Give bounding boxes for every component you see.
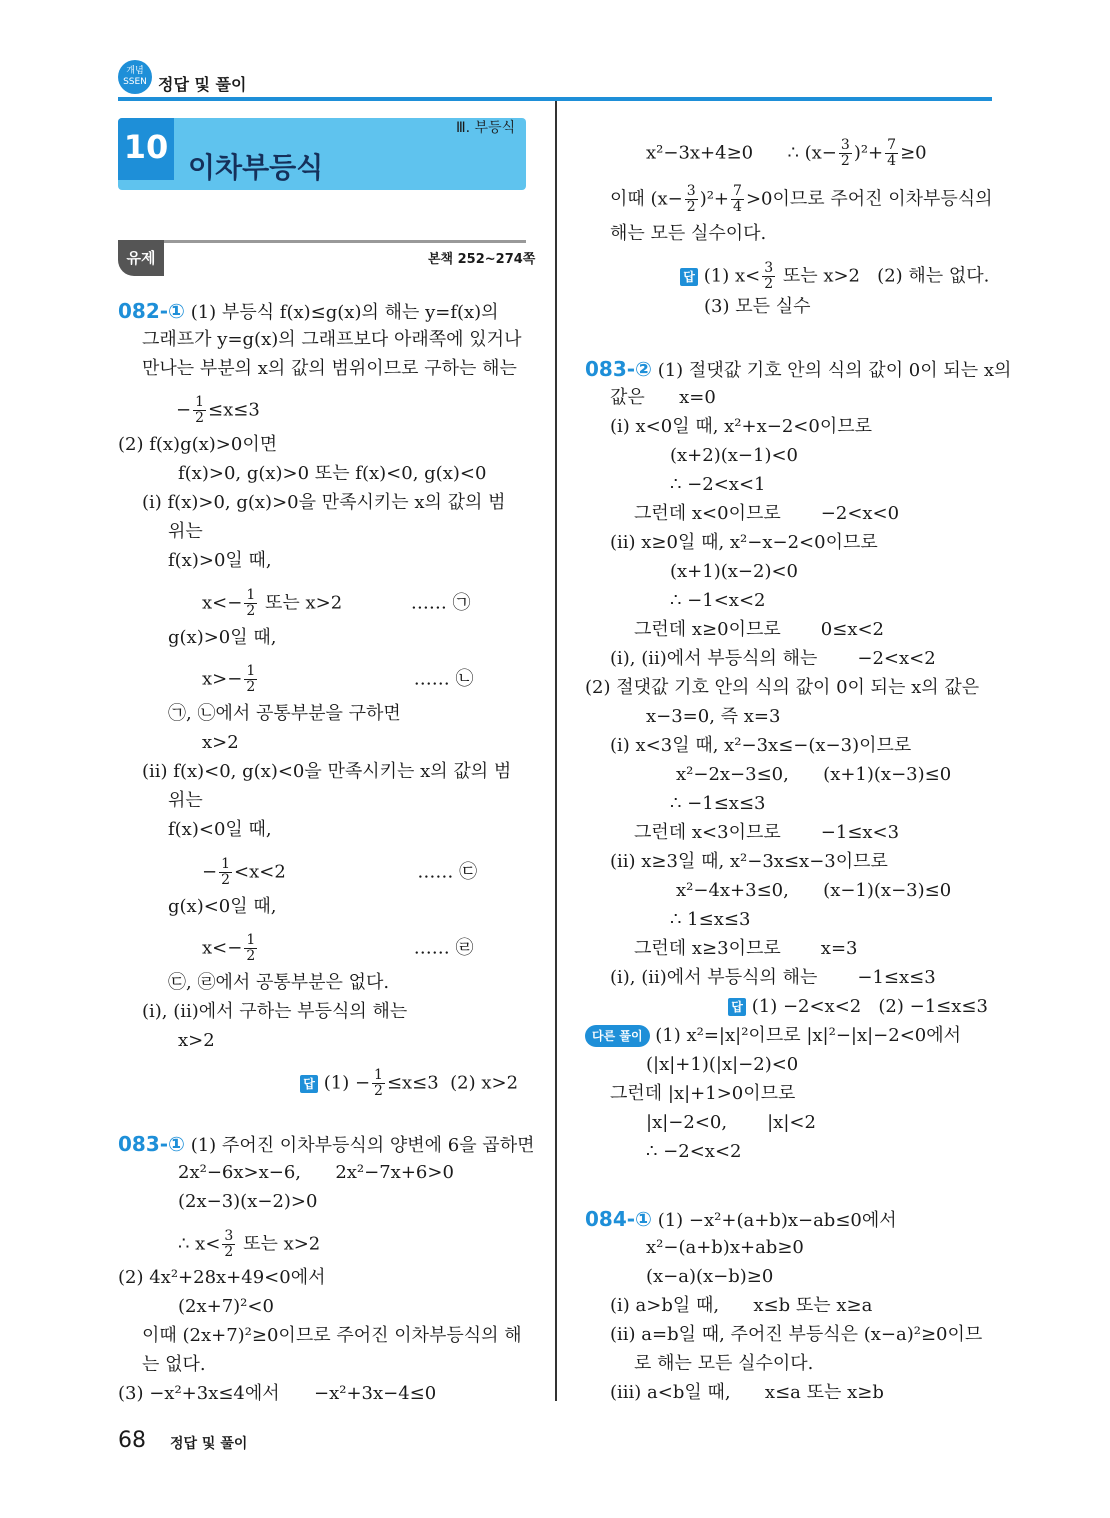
right-line-30: 그런데 |x|+1>0이므로 [610,1083,796,1104]
chapter-tag: Ⅲ. 부등식 [456,120,516,136]
right-line-24: ∴ 1≤x≤3 [670,909,751,930]
left-line-7: 위는 [168,521,203,542]
right-line-36: (ⅰ) a>b일 때, x≤b 또는 x≥a [610,1295,873,1316]
right-line-12: (x+1)(x−2)<0 [670,561,798,582]
left-line-19: x<− $\frac{1}{2}$ …… ㉣ [202,932,474,964]
right-line-14: 그런데 x≥0이므로 0≤x<2 [634,619,885,640]
right-line-7: (ⅰ) x<0일 때, x²+x−2<0이므로 [610,416,872,437]
right-line-33: 084-① (1) −x²+(a+b)x−ab≤0에서 [585,1207,897,1231]
left-line-1: 그래프가 y=g(x)의 그래프보다 아래쪽에 있거나 [142,329,522,350]
right-line-13: ∴ −1<x<2 [670,590,766,611]
right-line-20: ∴ −1≤x≤3 [670,793,766,814]
right-line-16: (2) 절댓값 기호 안의 식의 값이 0이 되는 x의 값은 [585,677,980,698]
left-line-29: (2x+7)²<0 [178,1296,274,1317]
column-divider [555,101,557,1401]
right-line-35: (x−a)(x−b)≥0 [646,1266,774,1287]
right-line-32: ∴ −2<x<2 [646,1141,742,1162]
right-line-37: (ⅱ) a=b일 때, 주어진 부등식은 (x−a)²≥0이므 [610,1324,983,1345]
right-line-9: ∴ −2<x<1 [670,474,766,495]
right-line-3: 답 (1) x< $\frac{3}{2}$ 또는 x>2 (2) 해는 없다. [680,261,989,292]
left-line-28: (2) 4x²+28x+49<0에서 [118,1267,326,1288]
right-line-6: 값은 x=0 [610,387,716,408]
left-line-13: x>2 [202,732,239,753]
left-line-31: 는 없다. [142,1354,206,1375]
left-line-25: 2x²−6x>x−6, 2x²−7x+6>0 [178,1162,454,1183]
left-line-30: 이때 (2x+7)²≥0이므로 주어진 이차부등식의 해 [142,1325,522,1346]
left-line-2: 만나는 부분의 x의 값의 범위이므로 구하는 해는 [142,358,517,379]
right-line-19: x²−2x−3≤0, (x+1)(x−3)≤0 [676,764,952,785]
left-line-26: (2x−3)(x−2)>0 [178,1191,318,1212]
chapter-number: 10 [118,118,174,180]
right-line-18: (ⅰ) x<3일 때, x²−3x≤−(x−3)이므로 [610,735,912,756]
left-line-27: ∴ x< $\frac{3}{2}$ 또는 x>2 [178,1228,321,1260]
right-line-10: 그런데 x<0이므로 −2<x<0 [634,503,900,524]
right-line-39: (ⅲ) a<b일 때, x≤a 또는 x≥b [610,1382,884,1403]
section-label: 유제 [118,240,164,276]
left-line-22: x>2 [178,1030,215,1051]
left-line-24: 083-① (1) 주어진 이차부등식의 양변에 6을 곱하면 [118,1132,535,1156]
left-line-18: g(x)<0일 때, [168,896,277,917]
left-line-14: (ⅱ) f(x)<0, g(x)<0을 만족시키는 x의 값의 범 [142,761,512,782]
right-line-11: (ⅱ) x≥0일 때, x²−x−2<0이므로 [610,532,878,553]
right-line-34: x²−(a+b)x+ab≥0 [646,1237,804,1258]
left-line-5: f(x)>0, g(x)>0 또는 f(x)<0, g(x)<0 [178,463,487,484]
left-line-6: (ⅰ) f(x)>0, g(x)>0을 만족시키는 x의 값의 범 [142,492,506,513]
right-line-31: |x|−2<0, |x|<2 [646,1112,816,1133]
right-line-5: 083-② (1) 절댓값 기호 안의 식의 값이 0이 되는 x의 [585,357,1012,381]
right-line-4: (3) 모든 실수 [704,296,811,317]
left-line-32: (3) −x²+3x≤4에서 −x²+3x−4≤0 [118,1383,437,1404]
left-line-21: (ⅰ), (ⅱ)에서 구하는 부등식의 해는 [142,1001,408,1022]
right-line-2: 해는 모든 실수이다. [610,223,767,244]
left-line-23: 답 (1) − $\frac{1}{2}$ ≤x≤3 (2) x>2 [300,1068,518,1099]
section-ref: 본책 252~274쪽 [428,252,536,267]
right-line-38: 로 해는 모든 실수이다. [634,1353,814,1374]
left-line-10: g(x)>0일 때, [168,627,277,648]
left-line-16: f(x)<0일 때, [168,819,272,840]
right-line-0: x²−3x+4≥0 ∴ (x− $\frac{3}{2}$ )²+ $\frac{7}{4}$ ≥0 [646,137,927,169]
left-line-17: − $\frac{1}{2}$ <x<2 …… ㉢ [202,856,478,888]
footer-title: 정답 및 풀이 [170,1436,248,1452]
right-line-27: 답 (1) −2<x<2 (2) −1≤x≤3 [728,996,988,1018]
section-rule [164,240,526,243]
right-line-15: (ⅰ), (ⅱ)에서 부등식의 해는 −2<x<2 [610,648,936,669]
brand-logo: 개념 SSEN [118,60,152,94]
header-title: 정답 및 풀이 [158,75,247,94]
left-line-3: − $\frac{1}{2}$ ≤x≤3 [176,394,260,426]
right-line-29: (|x|+1)(|x|−2)<0 [646,1054,799,1075]
right-line-28: 다른 풀이 (1) x²=|x|²이므로 |x|²−|x|−2<0에서 [585,1025,961,1047]
left-line-8: f(x)>0일 때, [168,550,272,571]
left-line-4: (2) f(x)g(x)>0이면 [118,434,278,455]
chapter-title: 이차부등식 [188,151,324,184]
left-line-11: x>− $\frac{1}{2}$ …… ㉡ [202,663,474,695]
right-line-23: x²−4x+3≤0, (x−1)(x−3)≤0 [676,880,952,901]
left-line-15: 위는 [168,790,203,811]
left-line-9: x<− $\frac{1}{2}$ 또는 x>2 …… ㉠ [202,587,471,619]
right-line-26: (ⅰ), (ⅱ)에서 부등식의 해는 −1≤x≤3 [610,967,936,988]
right-line-25: 그런데 x≥3이므로 x=3 [634,938,858,959]
left-line-0: 082-① (1) 부등식 f(x)≤g(x)의 해는 y=f(x)의 [118,299,499,323]
left-line-20: ㉢, ㉣에서 공통부분은 없다. [168,972,390,993]
left-line-12: ㉠, ㉡에서 공통부분을 구하면 [168,703,401,724]
right-line-8: (x+2)(x−1)<0 [670,445,798,466]
page-number: 68 [118,1428,146,1453]
right-line-22: (ⅱ) x≥3일 때, x²−3x≤x−3이므로 [610,851,888,872]
right-line-21: 그런데 x<3이므로 −1≤x<3 [634,822,900,843]
right-line-17: x−3=0, 즉 x=3 [646,706,781,727]
right-line-1: 이때 (x− $\frac{3}{2}$ )²+ $\frac{7}{4}$ >0이므로 주어진 이차부등식의 [610,183,993,215]
